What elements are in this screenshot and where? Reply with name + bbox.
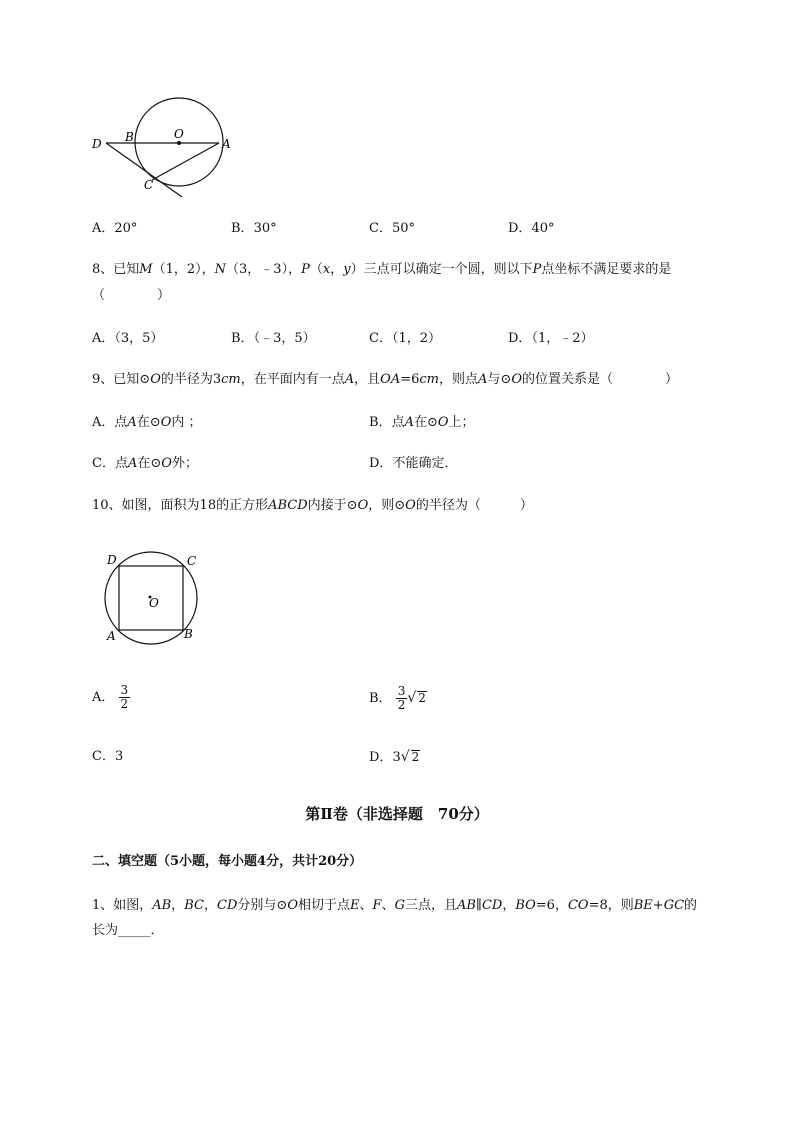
text: ，在平面内有一点 (240, 372, 345, 387)
option-text: 40° (531, 221, 555, 236)
var-o: O (160, 415, 172, 430)
text: 已知⊙ (113, 372, 151, 387)
var-abcd: ABCD (268, 498, 308, 513)
q9-stem (92, 371, 678, 389)
option-text: （﹣3，5） (253, 331, 316, 346)
q10-option-d[interactable] (369, 748, 420, 767)
q9-option-d[interactable] (369, 455, 457, 473)
text: 、 (381, 898, 395, 913)
q8-stem (92, 261, 671, 279)
q7-option-d[interactable] (508, 220, 554, 238)
denominator: 2 (397, 698, 406, 712)
text: （ (309, 262, 323, 277)
fill-heading: 二、填空题（5小题，每小题4分，共计20分） (92, 854, 363, 869)
label-a: A (222, 137, 231, 151)
text: 在⊙ (137, 456, 162, 471)
text: 的位置关系是（ ） (521, 372, 678, 387)
center-dot-o (177, 141, 181, 145)
text: ）三点可以确定一个圆，则以下 (350, 262, 533, 277)
q8-option-b[interactable] (231, 330, 316, 348)
denominator: 2 (120, 697, 129, 711)
text: 三点，且 (404, 898, 457, 913)
option-text: （1，2） (391, 331, 441, 346)
option-key: A． (92, 221, 115, 236)
text: 相切于点 (297, 898, 350, 913)
text: 内 ； (171, 415, 202, 430)
parallel-symbol: ∥ (475, 898, 482, 913)
var-oa: OA (380, 372, 401, 387)
var-a: A (404, 415, 414, 430)
option-key: A． (92, 690, 115, 705)
text: 上； (448, 415, 475, 430)
text: ，则点 (439, 372, 479, 387)
var-o: O (437, 415, 449, 430)
var-co: CO (567, 898, 589, 913)
option-text: （3，5） (114, 331, 164, 346)
text: ，且 (354, 372, 381, 387)
q8-num: 8、 (92, 262, 114, 277)
text: 不能确定． (392, 456, 458, 471)
q7-option-a[interactable] (92, 220, 137, 238)
text: 与⊙ (487, 372, 512, 387)
var-a: A (344, 372, 355, 387)
label-b: B (184, 627, 193, 641)
text: 的半径为（ ） (415, 498, 533, 513)
q9-option-b[interactable] (369, 414, 475, 432)
text: =8，则 (588, 898, 634, 913)
text: 如图，面积为18的正方形 (121, 498, 269, 513)
text: 点 (114, 456, 128, 471)
numerator: 3 (397, 684, 406, 698)
var-p: P (532, 262, 542, 277)
text: 在⊙ (413, 415, 438, 430)
option-key: C． (369, 331, 392, 346)
option-key: B． (231, 221, 254, 236)
var-cd: CD (481, 898, 503, 913)
text: 的 (684, 898, 698, 913)
q9-option-a[interactable] (92, 414, 202, 432)
numerator: 3 (120, 683, 129, 697)
q10-option-a[interactable] (92, 681, 130, 715)
label-c: C (187, 554, 197, 568)
text: 外； (171, 456, 198, 471)
option-key: A． (92, 331, 115, 346)
text: ， (204, 898, 218, 913)
var-n: N (214, 262, 227, 277)
var-x: x (322, 262, 331, 277)
q10-option-c[interactable] (92, 748, 123, 766)
plus-symbol: + (652, 898, 664, 913)
text: 已知 (113, 262, 140, 277)
q9-num: 9、 (92, 372, 114, 387)
text: 分别与⊙ (237, 898, 288, 913)
var-cd: CD (217, 898, 238, 913)
option-text: 20° (114, 221, 138, 236)
option-key: A． (92, 415, 115, 430)
option-key: B． (369, 415, 392, 430)
text: ， (171, 898, 185, 913)
text: ， (502, 898, 516, 913)
q10-stem (92, 497, 533, 515)
label-o: O (174, 127, 184, 141)
text: 在⊙ (136, 415, 161, 430)
label-a: A (107, 629, 116, 643)
var-a: A (127, 415, 137, 430)
text: （1，2）， (152, 262, 215, 277)
q10-option-b[interactable] (369, 681, 427, 716)
var-o: O (357, 498, 369, 513)
q8-option-c[interactable] (369, 330, 441, 348)
text: 、 (359, 898, 373, 913)
var-be: BE (633, 898, 653, 913)
option-key: D． (369, 750, 393, 765)
option-key: D． (508, 221, 532, 236)
var-bc: BC (184, 898, 205, 913)
option-text: 50° (391, 221, 415, 236)
label-c: C (144, 178, 154, 192)
var-bo: BO (515, 898, 536, 913)
option-text: （1，﹣2） (531, 331, 594, 346)
label-b: B (125, 130, 134, 144)
option-key: C． (369, 221, 392, 236)
label-d: D (92, 137, 102, 151)
option-key: D． (508, 331, 532, 346)
option-key: D． (369, 456, 393, 471)
q7-option-b[interactable] (231, 220, 277, 238)
q8-option-d[interactable] (508, 330, 593, 348)
text: （3，﹣3）， (226, 262, 302, 277)
text: 点 (391, 415, 405, 430)
fill-q1-stem (92, 897, 697, 915)
figure-inscribed-square (98, 544, 210, 646)
var-g: G (394, 898, 405, 913)
text: 内接于⊙ (307, 498, 358, 513)
radicand: 2 (418, 691, 426, 705)
option-key: B． (231, 331, 254, 346)
q8-option-a[interactable] (92, 330, 163, 348)
var-o: O (287, 898, 298, 913)
var-a: A (478, 372, 488, 387)
var-o: O (161, 456, 172, 471)
label-d: D (107, 553, 117, 567)
var-e: E (350, 898, 360, 913)
var-a: A (127, 456, 138, 471)
text: 的半径为3 (160, 372, 222, 387)
var-m: M (139, 262, 153, 277)
fraction (119, 684, 131, 711)
coefficient: 3 (392, 750, 401, 765)
label-o: O (149, 596, 159, 610)
var-y: y (343, 262, 351, 277)
var-f: F (372, 898, 382, 913)
text: =6， (535, 898, 568, 913)
figure-circle-secant (88, 96, 248, 206)
text: ，则⊙ (368, 498, 406, 513)
option-key: B． (369, 691, 392, 706)
option-text: 3 (114, 749, 124, 764)
text: ， (330, 262, 344, 277)
section2-title: 第Ⅱ卷（非选择题 70分） (305, 805, 489, 823)
fill-q1-answer-line[interactable]: 长为_____． (92, 923, 164, 938)
fraction (396, 685, 408, 712)
var-ab: AB (152, 898, 172, 913)
var-o: O (405, 498, 416, 513)
radical-sign: √ (400, 749, 410, 765)
var-gc: GC (663, 898, 685, 913)
q9-option-c[interactable] (92, 455, 198, 473)
q7-option-c[interactable] (369, 220, 415, 238)
option-text: 30° (253, 221, 277, 236)
unit-cm: cm (221, 372, 241, 387)
text: =6 (400, 372, 420, 387)
option-key: C． (92, 749, 115, 764)
q1-num: 1、 (92, 898, 114, 913)
q8-answer-paren: （ ） (92, 288, 171, 303)
radical-sign: √ (407, 690, 417, 706)
radicand: 2 (411, 750, 420, 764)
option-key: C． (92, 456, 115, 471)
var-p: P (301, 262, 310, 277)
text: 点坐标不满足要求的是 (541, 262, 672, 277)
var-o: O (511, 372, 522, 387)
var-o: O (150, 372, 161, 387)
q10-num: 10、 (92, 498, 122, 513)
unit-cm: cm (419, 372, 439, 387)
text: 如图， (113, 898, 153, 913)
text: 点 (114, 415, 128, 430)
var-ab: AB (456, 898, 476, 913)
